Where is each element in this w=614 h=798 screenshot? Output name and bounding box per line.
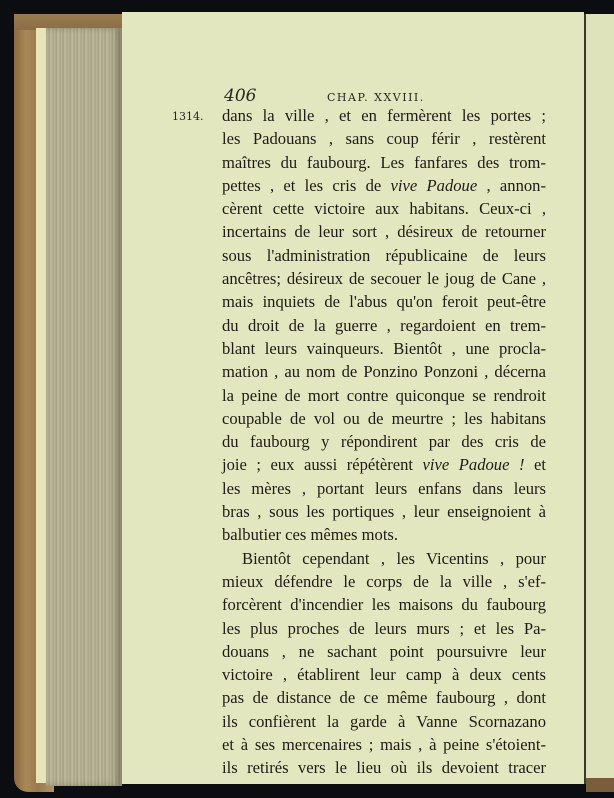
text-segment: , annon- xyxy=(477,175,546,195)
page-number: 406 xyxy=(224,86,257,106)
text-line: sous l'administration républicaine de leurs xyxy=(222,245,546,265)
text-line: les mères , portant leurs enfans dans leurs xyxy=(222,478,546,498)
text-segment: pettes , et les cris de xyxy=(222,175,391,195)
text-line xyxy=(222,174,546,197)
page-stack-edge xyxy=(46,28,122,786)
text-line: victoire , établirent leur camp à deux cents xyxy=(222,665,546,685)
text-line: mation , au nom de Ponzino Ponzoni , décerna xyxy=(222,362,546,382)
text-line: incertains de leur sort , désireux de retourner xyxy=(222,222,546,242)
text-line: forcèrent d'incendier les maisons du faubourg xyxy=(222,595,546,615)
text-line: du droit de la guerre , regardoient en trem- xyxy=(222,315,546,335)
text-line: dans la ville , et en fermèrent les portes ; xyxy=(222,106,546,125)
text-segment: joie ; eux aussi répétèrent xyxy=(222,455,423,475)
text-line: maîtres du faubourg. Les fanfares des trom- xyxy=(222,152,546,172)
facing-page-edge xyxy=(584,14,614,784)
text-line: la peine de mort contre quiconque se rendroit xyxy=(222,385,546,405)
text-line: mieux défendre le corps de la ville , s'ef- xyxy=(222,571,546,591)
text-line: cèrent cette victoire aux habitans. Ceux-ci , xyxy=(222,199,546,219)
running-head: CHAP. XXVIII. xyxy=(327,91,425,104)
text-line: les Padouans , sans coup férir , restèrent xyxy=(222,129,546,149)
body-text xyxy=(222,104,546,780)
endpaper xyxy=(36,28,46,783)
text-line: mais inquiets de l'abus qu'on feroit peut-être xyxy=(222,292,546,312)
text-line: bras , sous les portiques , leur enseignoient à xyxy=(222,502,546,522)
text-line: et à ses mercenaires ; mais , à peine s'étoient- xyxy=(222,735,546,755)
text-line: du faubourg y répondirent par des cris de xyxy=(222,432,546,452)
text-line: ils confièrent la garde à Vanne Scornazano xyxy=(222,711,546,731)
text-line: blant leurs vainqueurs. Bientôt , une procla- xyxy=(222,338,546,358)
text-line: ils retirés vers le lieu où ils devoient tracer xyxy=(222,758,546,778)
italic-phrase: vive Padoue xyxy=(390,175,478,195)
text-line: pas de distance de ce même faubourg , dont xyxy=(222,688,546,708)
text-line: les plus proches de leurs murs ; et les Pa- xyxy=(222,618,546,638)
text-line: Bientôt cependant , les Vicentins , pour xyxy=(242,548,546,568)
text-line: coupable de vol ou de meurtre ; les habitans xyxy=(222,408,546,428)
text-line xyxy=(222,453,546,476)
text-line: ancêtres; désireux de secouer le joug de Cane , xyxy=(222,269,546,289)
book-cover-corner xyxy=(586,778,614,792)
margin-year: 1314. xyxy=(172,110,204,123)
text-segment: et xyxy=(524,455,546,475)
italic-phrase: vive Padoue ! xyxy=(422,455,525,475)
text-line: balbutier ces mêmes mots. xyxy=(222,525,399,545)
text-line: douans , ne sachant point poursuivre leur xyxy=(222,641,546,661)
